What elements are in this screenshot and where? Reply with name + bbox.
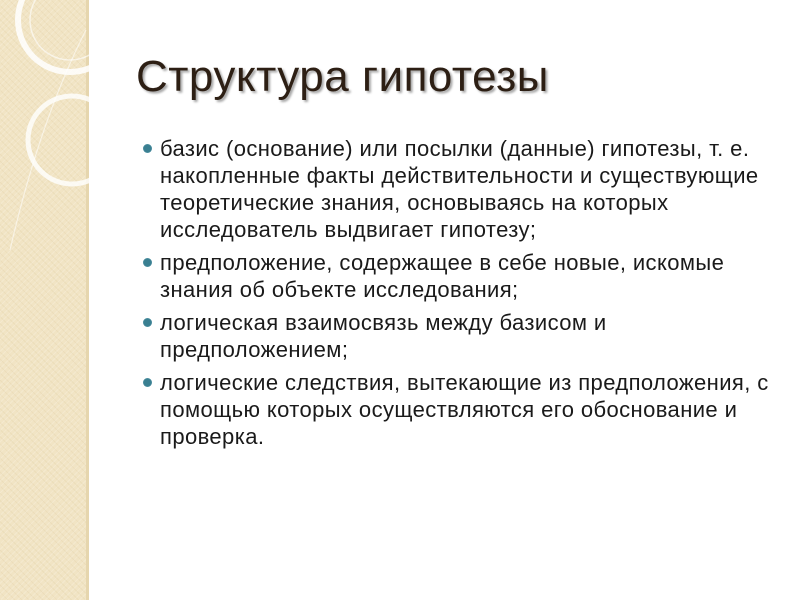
bullet-dot-icon: [143, 318, 152, 327]
bullet-text: предположение, содержащее в себе новые, искомые знания об объекте исследования;: [160, 250, 725, 302]
bullet-item: [140, 309, 780, 363]
bullet-list: [140, 135, 780, 456]
slide-title: Структура гипотезы: [136, 52, 549, 101]
bullet-text: логические следствия, вытекающие из предположения, с помощью которых осуществляются его обоснование и проверка.: [160, 370, 769, 449]
bullet-text: базис (основание) или посылки (данные) гипотезы, т. е. накопленные факты действительности и существующие теоретические знания, основываясь на которых исследователь выдвигает гипотезу;: [160, 136, 759, 242]
bullet-dot-icon: [143, 144, 152, 153]
bullet-dot-icon: [143, 378, 152, 387]
bullet-item: [140, 249, 780, 303]
bullet-item: [140, 135, 780, 243]
circle-ornament-icon: [0, 0, 160, 260]
bullet-dot-icon: [143, 258, 152, 267]
bullet-text: логическая взаимосвязь между базисом и предположением;: [160, 310, 607, 362]
bullet-item: [140, 369, 780, 450]
